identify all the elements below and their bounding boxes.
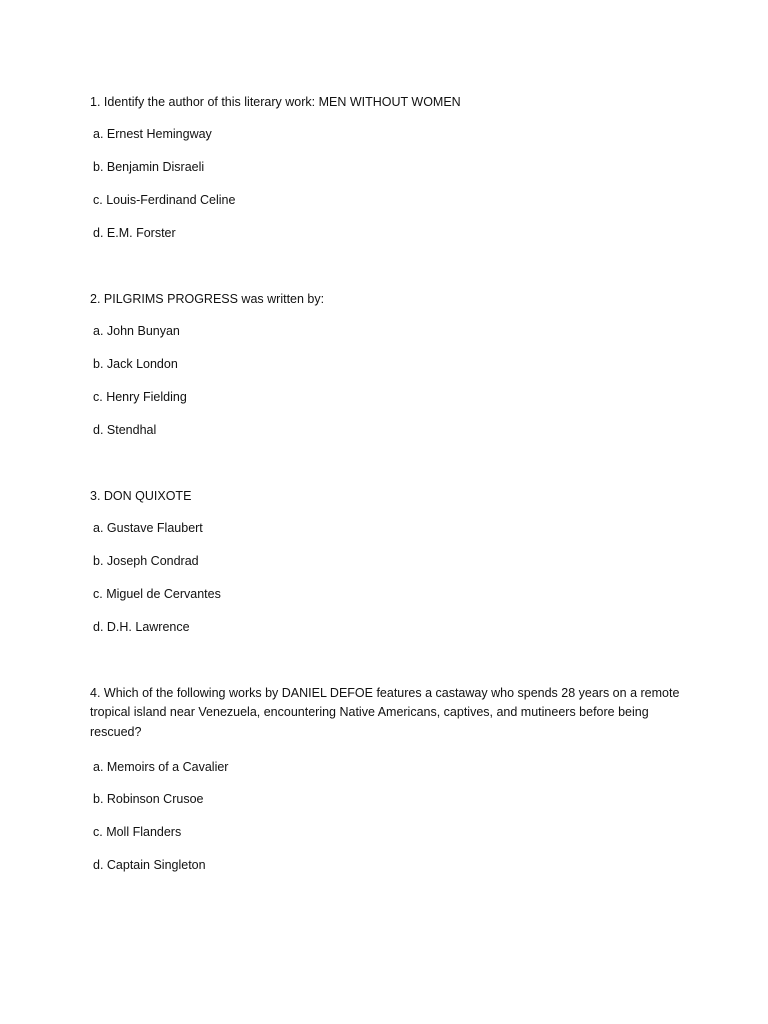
question-2-option-c: c. Henry Fielding: [93, 390, 187, 404]
question-3-option-a: a. Gustave Flaubert: [93, 521, 203, 535]
question-4-option-d: d. Captain Singleton: [93, 858, 206, 872]
question-2-option-a: a. John Bunyan: [93, 324, 180, 338]
question-1-option-d: d. E.M. Forster: [93, 226, 176, 240]
question-3-option-b: b. Joseph Condrad: [93, 554, 199, 568]
question-2-text: 2. PILGRIMS PROGRESS was written by:: [90, 292, 325, 306]
question-4-option-c: c. Moll Flanders: [93, 825, 182, 839]
question-2-option-b: b. Jack London: [93, 357, 178, 371]
question-1-option-b: b. Benjamin Disraeli: [93, 160, 205, 174]
question-1-option-c: c. Louis-Ferdinand Celine: [93, 193, 236, 207]
question-4-text: 4. Which of the following works by DANIEL DEFOE features a castaway who spends 28 years on a remote tropical island near Venezuela, encountering Native Americans, captives, and mutineers before being rescued?: [90, 686, 680, 739]
question-4-option-a: a. Memoirs of a Cavalier: [93, 760, 229, 774]
question-4-option-b: b. Robinson Crusoe: [93, 792, 204, 806]
question-1-option-a: a. Ernest Hemingway: [93, 127, 212, 141]
question-3-option-c: c. Miguel de Cervantes: [93, 587, 221, 601]
question-3-option-d: d. D.H. Lawrence: [93, 620, 190, 634]
question-1-text: 1. Identify the author of this literary work: MEN WITHOUT WOMEN: [90, 95, 461, 109]
question-3-text: 3. DON QUIXOTE: [90, 489, 192, 503]
question-2-option-d: d. Stendhal: [93, 423, 157, 437]
